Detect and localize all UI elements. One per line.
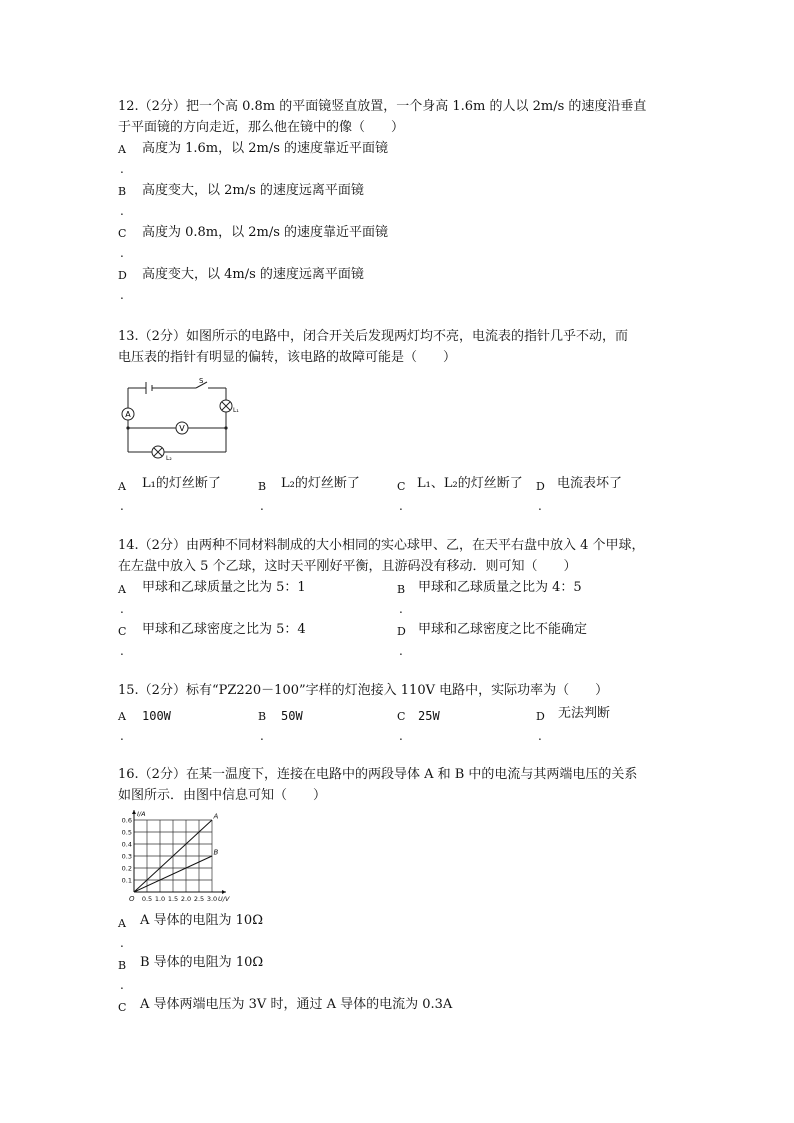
q14-option-d-text: 甲球和乙球密度之比不能确定 <box>418 622 588 637</box>
q15-option-c-text: 25W <box>418 709 440 723</box>
q13-stem-line2: 电压表的指针有明显的偏转，该电路的故障可能是（ ） <box>118 350 457 365</box>
q13-option-a-label: A <box>118 480 126 493</box>
q14-option-a-text: 甲球和乙球质量之比为 5：1 <box>142 580 306 595</box>
x-tick-label: 1.0 <box>154 895 166 903</box>
option-dot: . <box>399 729 403 743</box>
q15-option-d-text: 无法判断 <box>558 706 611 721</box>
q13-option-c-text: L₁、L₂的灯丝断了 <box>417 476 523 491</box>
junction-node <box>224 426 227 429</box>
q15-option-a-label: A <box>118 710 126 723</box>
series-label-b: B <box>213 848 219 857</box>
y-tick-label: 0.3 <box>121 852 132 861</box>
q13-option-c-label: C <box>397 480 406 493</box>
y-tick-label: 0.4 <box>121 840 132 849</box>
q16-stem-line1: 16.（2分）在某一温度下，连接在电路中的两段导体 A 和 B 中的电流与其两端电压的关系 <box>118 767 638 782</box>
option-dot: . <box>120 602 124 616</box>
option-dot: . <box>538 729 542 743</box>
y-tick-label: 0.6 <box>121 816 132 825</box>
q16-option-c-text: A 导体两端电压为 3V 时，通过 A 导体的电流为 0.3A <box>140 997 453 1012</box>
x-tick-label: 2.0 <box>180 895 192 903</box>
q16-option-a-label: A <box>118 917 126 930</box>
q12-option-b-text: 高度变大，以 2m/s 的速度远离平面镜 <box>142 183 364 198</box>
q12-option-d-text: 高度变大，以 4m/s 的速度远离平面镜 <box>142 267 364 282</box>
q12-option-c-text: 高度为 0.8m，以 2m/s 的速度靠近平面镜 <box>142 225 389 240</box>
voltmeter-label: V <box>179 424 185 433</box>
circuit-diagram <box>116 378 246 460</box>
y-axis-label: I/A <box>137 810 146 818</box>
q15-option-a-text: 100W <box>142 709 171 723</box>
q12-option-a-text: 高度为 1.6m，以 2m/s 的速度靠近平面镜 <box>142 141 389 156</box>
option-dot: . <box>120 246 124 260</box>
q12-stem-line1: 12.（2分）把一个高 0.8m 的平面镜竖直放置，一个身高 1.6m 的人以 2m/s 的速度沿垂直 <box>118 99 647 114</box>
q16-stem-line2: 如图所示．由图中信息可知（ ） <box>118 788 327 803</box>
q12-option-d-label: D <box>118 269 127 282</box>
q15-option-d-label: D <box>536 710 545 723</box>
option-dot: . <box>399 644 403 658</box>
option-dot: . <box>120 729 124 743</box>
q13-option-b-text: L₂的灯丝断了 <box>281 476 360 491</box>
junction-node <box>126 426 129 429</box>
iv-chart <box>114 810 244 910</box>
option-dot: . <box>399 602 403 616</box>
option-dot: . <box>538 499 542 513</box>
ammeter-label: A <box>125 410 131 419</box>
x-tick-label: 2.5 <box>193 895 205 903</box>
q15-option-b-label: B <box>258 710 267 723</box>
option-dot: . <box>120 936 124 950</box>
origin-label: O <box>129 895 135 903</box>
q12-stem-line2: 于平面镜的方向走近，那么他在镜中的像（ ） <box>118 120 405 135</box>
q14-stem-line1: 14.（2分）由两种不同材料制成的大小相同的实心球甲、乙，在天平右盘中放入 4 个甲球， <box>118 538 645 553</box>
option-dot: . <box>120 499 124 513</box>
option-dot: . <box>260 499 264 513</box>
q14-option-b-label: B <box>397 583 406 596</box>
q15-option-c-label: C <box>397 710 406 723</box>
q13-option-a-text: L₁的灯丝断了 <box>142 476 221 491</box>
q13-stem-line1: 13.（2分）如图所示的电路中，闭合开关后发现两灯均不亮，电流表的指针几乎不动，而 <box>118 329 628 344</box>
x-tick-label: 0.5 <box>141 895 153 903</box>
q16-option-c-label: C <box>118 1001 127 1014</box>
option-dot: . <box>120 978 124 992</box>
q16-option-a-text: A 导体的电阻为 10Ω <box>140 913 263 928</box>
option-dot: . <box>260 729 264 743</box>
q13-option-d-label: D <box>536 480 545 493</box>
y-tick-label: 0.5 <box>121 828 132 837</box>
q13-option-b-label: B <box>258 480 267 493</box>
q14-option-c-label: C <box>118 625 127 638</box>
q13-option-d-text: 电流表坏了 <box>557 476 623 491</box>
x-axis-arrow <box>222 890 226 894</box>
option-dot: . <box>120 288 124 302</box>
switch-label: S <box>199 378 204 385</box>
x-axis-label: U/V <box>218 895 230 903</box>
q15-stem-line1: 15.（2分）标有“PZ220－100”字样的灯泡接入 110V 电路中，实际功率为（ ） <box>118 683 609 698</box>
y-tick-label: 0.1 <box>121 876 132 885</box>
option-dot: . <box>120 162 124 176</box>
q12-option-b-label: B <box>118 185 127 198</box>
option-dot: . <box>120 204 124 218</box>
lamp-l2-label: L₂ <box>166 455 172 460</box>
q14-option-d-label: D <box>397 625 406 638</box>
q14-option-a-label: A <box>118 583 126 596</box>
q15-option-b-text: 50W <box>281 709 303 723</box>
q14-option-c-text: 甲球和乙球密度之比为 5：4 <box>142 622 306 637</box>
series-label-a: A <box>213 812 219 821</box>
q14-option-b-text: 甲球和乙球质量之比为 4：5 <box>418 580 582 595</box>
x-tick-label: 1.5 <box>167 895 179 903</box>
y-tick-label: 0.2 <box>121 864 132 873</box>
q14-stem-line2: 在左盘中放入 5 个乙球，这时天平刚好平衡，且游码没有移动．则可知（ ） <box>118 559 577 574</box>
x-tick-label: 3.0 <box>206 895 218 903</box>
q16-option-b-text: B 导体的电阻为 10Ω <box>140 955 264 970</box>
q12-option-c-label: C <box>118 227 127 240</box>
option-dot: . <box>120 644 124 658</box>
lamp-l1-label: L₁ <box>233 407 239 414</box>
option-dot: . <box>399 499 403 513</box>
q16-option-b-label: B <box>118 959 127 972</box>
q12-option-a-label: A <box>118 143 126 156</box>
y-axis-arrow <box>132 810 136 814</box>
